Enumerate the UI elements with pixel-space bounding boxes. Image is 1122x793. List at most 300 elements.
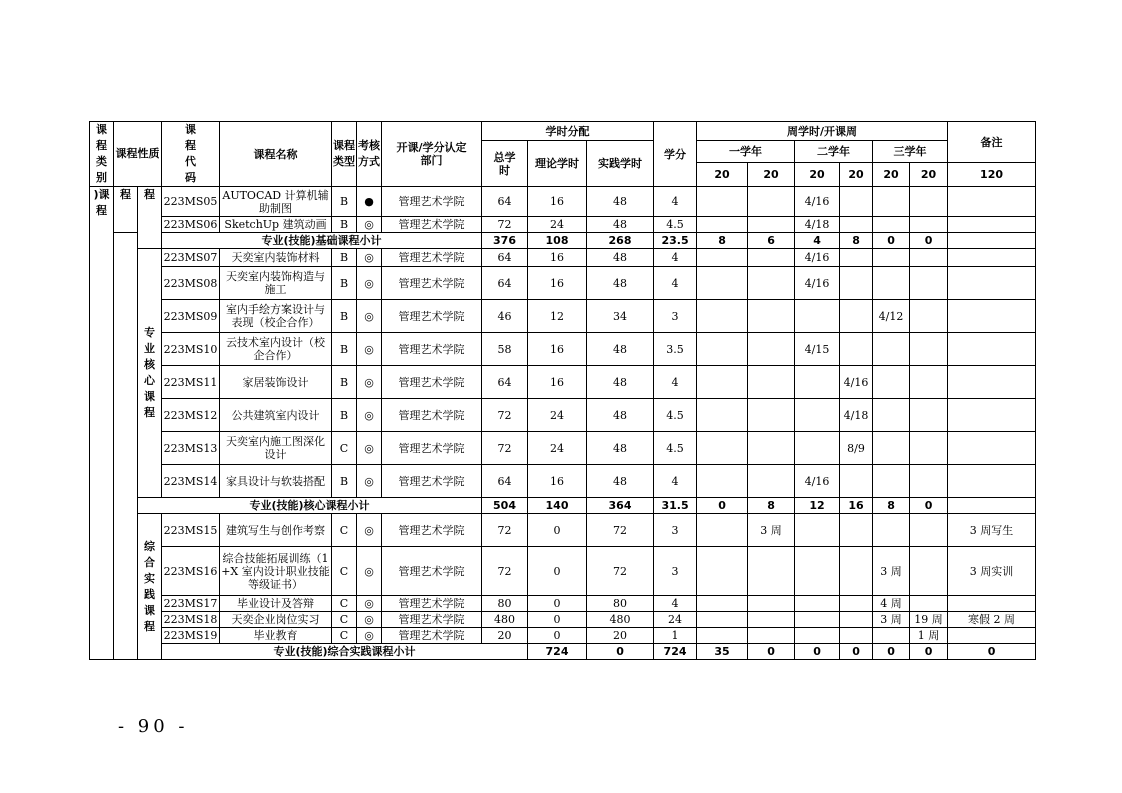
- weekly-hours: [840, 547, 873, 596]
- subtotal-weekly: 0: [910, 498, 948, 514]
- weekly-hours: [697, 432, 748, 465]
- theory-hours: 12: [528, 300, 587, 333]
- assessment-method: ◎: [357, 612, 382, 628]
- subtotal-theory: 0: [587, 644, 654, 660]
- course-name: 家居装饰设计: [220, 366, 332, 399]
- assessment-method: ◎: [357, 628, 382, 644]
- weekly-hours: [840, 612, 873, 628]
- notes: [948, 432, 1036, 465]
- credit: 4: [654, 465, 697, 498]
- subtotal-weekly: 8: [840, 233, 873, 249]
- total-hours: 72: [482, 547, 528, 596]
- course-type: B: [332, 249, 357, 267]
- theory-hours: 24: [528, 217, 587, 233]
- weekly-hours: [873, 514, 910, 547]
- weekly-hours: [910, 432, 948, 465]
- course-code: 223MS19: [162, 628, 220, 644]
- department: 管理艺术学院: [382, 628, 482, 644]
- course-code: 223MS17: [162, 596, 220, 612]
- total-hours: 72: [482, 399, 528, 432]
- weekly-hours: [910, 465, 948, 498]
- notes: [948, 249, 1036, 267]
- practice-hours: 34: [587, 300, 654, 333]
- weekly-hours: [795, 432, 840, 465]
- subtotal-row: [90, 233, 1036, 249]
- practice-hours: 72: [587, 547, 654, 596]
- subtotal-notes: [948, 233, 1036, 249]
- weekly-hours: [748, 465, 795, 498]
- department: 管理艺术学院: [382, 432, 482, 465]
- weekly-hours: [748, 596, 795, 612]
- course-type: C: [332, 514, 357, 547]
- credit: 4.5: [654, 217, 697, 233]
- header-course-category: 课程类别: [90, 122, 114, 187]
- department: 管理艺术学院: [382, 187, 482, 217]
- practice-hours: 48: [587, 333, 654, 366]
- subtotal-theory: 140: [528, 498, 587, 514]
- weekly-hours: [840, 300, 873, 333]
- page-number: - 90 -: [118, 716, 189, 737]
- weekly-hours: [748, 333, 795, 366]
- weekly-hours: 4/16: [795, 267, 840, 300]
- total-hours: 72: [482, 514, 528, 547]
- subtotal-practice: 724: [654, 644, 697, 660]
- weekly-hours: [795, 366, 840, 399]
- subtotal-practice: 268: [587, 233, 654, 249]
- table-row: [90, 300, 1036, 333]
- weekly-hours: [873, 217, 910, 233]
- weekly-hours: [748, 612, 795, 628]
- practice-hours: 20: [587, 628, 654, 644]
- theory-hours: 0: [528, 628, 587, 644]
- weekly-hours: [795, 596, 840, 612]
- notes: [948, 596, 1036, 612]
- course-name: 天奕企业岗位实习: [220, 612, 332, 628]
- credit: 4: [654, 187, 697, 217]
- assessment-method: ◎: [357, 465, 382, 498]
- subtotal-weekly: 0: [948, 644, 1036, 660]
- course-code: 223MS05: [162, 187, 220, 217]
- weekly-hours: [697, 187, 748, 217]
- header-week: 20: [697, 163, 748, 187]
- weekly-hours: [748, 249, 795, 267]
- assessment-method: ◎: [357, 514, 382, 547]
- header-hours-group: 学时分配: [482, 122, 654, 141]
- weekly-hours: [910, 514, 948, 547]
- department: 管理艺术学院: [382, 366, 482, 399]
- header-week: 20: [748, 163, 795, 187]
- total-hours: 64: [482, 267, 528, 300]
- assessment-method: ◎: [357, 366, 382, 399]
- weekly-hours: 4/12: [873, 300, 910, 333]
- practice-hours: 480: [587, 612, 654, 628]
- weekly-hours: [795, 514, 840, 547]
- subtotal-weekly: 0: [795, 644, 840, 660]
- weekly-hours: [873, 267, 910, 300]
- weekly-hours: [748, 399, 795, 432]
- table-row: [90, 217, 1036, 233]
- course-code: 223MS15: [162, 514, 220, 547]
- notes: [948, 465, 1036, 498]
- assessment-method: ◎: [357, 547, 382, 596]
- notes: 3 周实训: [948, 547, 1036, 596]
- weekly-hours: [697, 628, 748, 644]
- weekly-hours: 3 周: [748, 514, 795, 547]
- course-type: C: [332, 432, 357, 465]
- subtotal-credit: 23.5: [654, 233, 697, 249]
- subtotal-row: [90, 644, 1036, 660]
- weekly-hours: [840, 514, 873, 547]
- weekly-hours: [910, 333, 948, 366]
- weekly-hours: [697, 217, 748, 233]
- course-name: 毕业设计及答辩: [220, 596, 332, 612]
- table-row: [90, 465, 1036, 498]
- credit: 3: [654, 514, 697, 547]
- total-hours: 46: [482, 300, 528, 333]
- credit: 3: [654, 300, 697, 333]
- subtotal-weekly: 0: [873, 644, 910, 660]
- course-code: 223MS14: [162, 465, 220, 498]
- weekly-hours: [910, 187, 948, 217]
- weekly-hours: [840, 628, 873, 644]
- subtotal-practice: 364: [587, 498, 654, 514]
- weekly-hours: [697, 514, 748, 547]
- weekly-hours: [873, 628, 910, 644]
- credit: 24: [654, 612, 697, 628]
- theory-hours: 16: [528, 366, 587, 399]
- subtotal-weekly: 8: [697, 233, 748, 249]
- header-practice-hours: 实践学时: [587, 141, 654, 187]
- weekly-hours: [748, 300, 795, 333]
- table-row: [90, 249, 1036, 267]
- credit: 4: [654, 596, 697, 612]
- course-name: 家具设计与软装搭配: [220, 465, 332, 498]
- weekly-hours: [748, 547, 795, 596]
- practice-hours: 48: [587, 432, 654, 465]
- subtotal-weekly: 6: [748, 233, 795, 249]
- weekly-hours: [873, 333, 910, 366]
- weekly-hours: [910, 399, 948, 432]
- header-course-type: 课程类型: [332, 122, 357, 187]
- header-department: 开课/学分认定部门: [382, 122, 482, 187]
- subtotal-total: 504: [482, 498, 528, 514]
- department: 管理艺术学院: [382, 596, 482, 612]
- credit: 1: [654, 628, 697, 644]
- course-code: 223MS11: [162, 366, 220, 399]
- subtotal-label: 专业(技能)综合实践课程小计: [162, 644, 528, 660]
- subtotal-weekly: 0: [748, 644, 795, 660]
- credit: 4.5: [654, 432, 697, 465]
- subtotal-weekly: 16: [840, 498, 873, 514]
- weekly-hours: 8/9: [840, 432, 873, 465]
- subtotal-label: 专业(技能)基础课程小计: [162, 233, 482, 249]
- weekly-hours: 1 周: [910, 628, 948, 644]
- subtotal-weekly: 0: [840, 644, 873, 660]
- department: 管理艺术学院: [382, 399, 482, 432]
- weekly-hours: [910, 366, 948, 399]
- header-year-2: 二学年: [795, 141, 873, 163]
- weekly-hours: [795, 300, 840, 333]
- course-nature-label: 程: [114, 187, 138, 233]
- total-hours: 72: [482, 432, 528, 465]
- weekly-hours: [873, 399, 910, 432]
- weekly-hours: 4/15: [795, 333, 840, 366]
- weekly-hours: [795, 628, 840, 644]
- header-week: 20: [873, 163, 910, 187]
- weekly-hours: 4/16: [840, 366, 873, 399]
- weekly-hours: [795, 547, 840, 596]
- department: 管理艺术学院: [382, 612, 482, 628]
- weekly-hours: [748, 267, 795, 300]
- department: 管理艺术学院: [382, 465, 482, 498]
- theory-hours: 0: [528, 514, 587, 547]
- subtotal-credit: 31.5: [654, 498, 697, 514]
- weekly-hours: [748, 432, 795, 465]
- weekly-hours: [748, 628, 795, 644]
- weekly-hours: [748, 366, 795, 399]
- course-code: 223MS08: [162, 267, 220, 300]
- subtotal-weekly: 0: [873, 233, 910, 249]
- header-theory-hours: 理论学时: [528, 141, 587, 187]
- course-name: 云技术室内设计（校企合作）: [220, 333, 332, 366]
- total-hours: 64: [482, 366, 528, 399]
- theory-hours: 16: [528, 465, 587, 498]
- subtotal-theory: 108: [528, 233, 587, 249]
- course-nature-blank: [114, 233, 138, 660]
- weekly-hours: [697, 612, 748, 628]
- course-type: B: [332, 267, 357, 300]
- subtotal-label: 专业(技能)核心课程小计: [138, 498, 482, 514]
- weekly-hours: [697, 399, 748, 432]
- weekly-hours: [697, 249, 748, 267]
- credit: 4: [654, 366, 697, 399]
- credit: 4: [654, 267, 697, 300]
- course-name: AUTOCAD 计算机辅助制图: [220, 187, 332, 217]
- course-name: 天奕室内装饰材料: [220, 249, 332, 267]
- weekly-hours: [840, 249, 873, 267]
- total-hours: 72: [482, 217, 528, 233]
- notes: [948, 366, 1036, 399]
- theory-hours: 0: [528, 612, 587, 628]
- assessment-method: ●: [357, 187, 382, 217]
- assessment-method: ◎: [357, 399, 382, 432]
- table-row: [90, 366, 1036, 399]
- table-body: [90, 187, 1036, 660]
- practice-hours: 48: [587, 249, 654, 267]
- header-credit: 学分: [654, 122, 697, 187]
- weekly-hours: 3 周: [873, 547, 910, 596]
- weekly-hours: [795, 399, 840, 432]
- course-code: 223MS10: [162, 333, 220, 366]
- assessment-method: ◎: [357, 432, 382, 465]
- subtotal-weekly: 0: [910, 233, 948, 249]
- department: 管理艺术学院: [382, 267, 482, 300]
- course-name: 天奕室内装饰构造与施工: [220, 267, 332, 300]
- notes: 寒假 2 周: [948, 612, 1036, 628]
- weekly-hours: [795, 612, 840, 628]
- notes: 3 周写生: [948, 514, 1036, 547]
- weekly-hours: 4/18: [795, 217, 840, 233]
- weekly-hours: [910, 249, 948, 267]
- notes: [948, 267, 1036, 300]
- theory-hours: 0: [528, 547, 587, 596]
- assessment-method: ◎: [357, 300, 382, 333]
- table-row: [90, 612, 1036, 628]
- total-hours: 58: [482, 333, 528, 366]
- subtotal-weekly: 8: [748, 498, 795, 514]
- theory-hours: 24: [528, 399, 587, 432]
- weekly-hours: [697, 596, 748, 612]
- theory-hours: 24: [528, 432, 587, 465]
- course-code: 223MS18: [162, 612, 220, 628]
- subtotal-weekly: 4: [795, 233, 840, 249]
- course-name: 综合技能拓展训练（1+X 室内设计职业技能等级证书）: [220, 547, 332, 596]
- department: 管理艺术学院: [382, 217, 482, 233]
- header-week: 20: [840, 163, 873, 187]
- department: 管理艺术学院: [382, 514, 482, 547]
- header-notes: 备注: [948, 122, 1036, 163]
- course-code: 223MS09: [162, 300, 220, 333]
- notes: [948, 628, 1036, 644]
- weekly-hours: [910, 267, 948, 300]
- subtotal-weekly: 0: [910, 644, 948, 660]
- course-name: 天奕室内施工图深化设计: [220, 432, 332, 465]
- credit: 3.5: [654, 333, 697, 366]
- subtotal-credit: 35: [697, 644, 748, 660]
- course-type: B: [332, 465, 357, 498]
- weekly-hours: [697, 333, 748, 366]
- weekly-hours: 19 周: [910, 612, 948, 628]
- weekly-hours: [697, 465, 748, 498]
- theory-hours: 16: [528, 267, 587, 300]
- practice-hours: 80: [587, 596, 654, 612]
- theory-hours: 16: [528, 249, 587, 267]
- notes: [948, 399, 1036, 432]
- practice-courses-label: 综合实践课程: [138, 514, 162, 660]
- course-name: 公共建筑室内设计: [220, 399, 332, 432]
- course-plan-table: [89, 121, 1036, 660]
- total-hours: 64: [482, 249, 528, 267]
- course-type: B: [332, 187, 357, 217]
- practice-hours: 48: [587, 187, 654, 217]
- total-hours: 480: [482, 612, 528, 628]
- notes: [948, 217, 1036, 233]
- assessment-method: ◎: [357, 267, 382, 300]
- practice-hours: 48: [587, 399, 654, 432]
- weekly-hours: [840, 333, 873, 366]
- weekly-hours: [748, 217, 795, 233]
- weekly-hours: [697, 366, 748, 399]
- practice-hours: 48: [587, 267, 654, 300]
- total-hours: 64: [482, 187, 528, 217]
- assessment-method: ◎: [357, 596, 382, 612]
- department: 管理艺术学院: [382, 333, 482, 366]
- subtotal-total: 724: [528, 644, 587, 660]
- header-course-code: 课程代码: [162, 122, 220, 187]
- theory-hours: 16: [528, 187, 587, 217]
- table-header: [90, 122, 1036, 187]
- table-row: [90, 547, 1036, 596]
- weekly-hours: [697, 300, 748, 333]
- course-category-label: )课程: [90, 187, 114, 660]
- course-name: 毕业教育: [220, 628, 332, 644]
- total-hours: 20: [482, 628, 528, 644]
- header-course-nature: 课程性质: [114, 122, 162, 187]
- practice-hours: 72: [587, 514, 654, 547]
- header-weeks-total: 120: [948, 163, 1036, 187]
- practice-hours: 48: [587, 366, 654, 399]
- course-name: 室内手绘方案设计与表现（校企合作）: [220, 300, 332, 333]
- course-type: B: [332, 300, 357, 333]
- course-code: 223MS16: [162, 547, 220, 596]
- table-row: [90, 333, 1036, 366]
- notes: [948, 187, 1036, 217]
- weekly-hours: 4/16: [795, 187, 840, 217]
- subtotal-weekly: 8: [873, 498, 910, 514]
- course-type: B: [332, 333, 357, 366]
- header-week: 20: [910, 163, 948, 187]
- credit: 3: [654, 547, 697, 596]
- course-type: C: [332, 547, 357, 596]
- course-name: SketchUp 建筑动画: [220, 217, 332, 233]
- header-year-3: 三学年: [873, 141, 948, 163]
- assessment-method: ◎: [357, 217, 382, 233]
- notes: [948, 333, 1036, 366]
- weekly-hours: [873, 249, 910, 267]
- table-row: [90, 432, 1036, 465]
- weekly-hours: 4/16: [795, 249, 840, 267]
- table-row: [90, 267, 1036, 300]
- weekly-hours: [910, 596, 948, 612]
- credit: 4.5: [654, 399, 697, 432]
- credit: 4: [654, 249, 697, 267]
- subtotal-weekly: 12: [795, 498, 840, 514]
- weekly-hours: [697, 267, 748, 300]
- course-name: 建筑写生与创作考察: [220, 514, 332, 547]
- course-type: B: [332, 366, 357, 399]
- core-courses-label: 专业核心课程: [138, 249, 162, 498]
- weekly-hours: [840, 267, 873, 300]
- subtotal-weekly: 0: [697, 498, 748, 514]
- table-row: [90, 187, 1036, 217]
- weekly-hours: [910, 217, 948, 233]
- weekly-hours: [840, 596, 873, 612]
- department: 管理艺术学院: [382, 300, 482, 333]
- subtotal-notes: [948, 498, 1036, 514]
- header-week: 20: [795, 163, 840, 187]
- course-code: 223MS07: [162, 249, 220, 267]
- practice-hours: 48: [587, 217, 654, 233]
- table-row: [90, 514, 1036, 547]
- weekly-hours: [840, 187, 873, 217]
- assessment-method: ◎: [357, 333, 382, 366]
- total-hours: 64: [482, 465, 528, 498]
- theory-hours: 16: [528, 333, 587, 366]
- table-row: [90, 596, 1036, 612]
- weekly-hours: 4/16: [795, 465, 840, 498]
- department: 管理艺术学院: [382, 547, 482, 596]
- weekly-hours: 4 周: [873, 596, 910, 612]
- header-course-name: 课程名称: [220, 122, 332, 187]
- course-code: 223MS06: [162, 217, 220, 233]
- weekly-hours: [697, 547, 748, 596]
- weekly-hours: [840, 217, 873, 233]
- weekly-hours: [873, 465, 910, 498]
- theory-hours: 0: [528, 596, 587, 612]
- weekly-hours: 4/18: [840, 399, 873, 432]
- weekly-hours: 3 周: [873, 612, 910, 628]
- course-type: C: [332, 612, 357, 628]
